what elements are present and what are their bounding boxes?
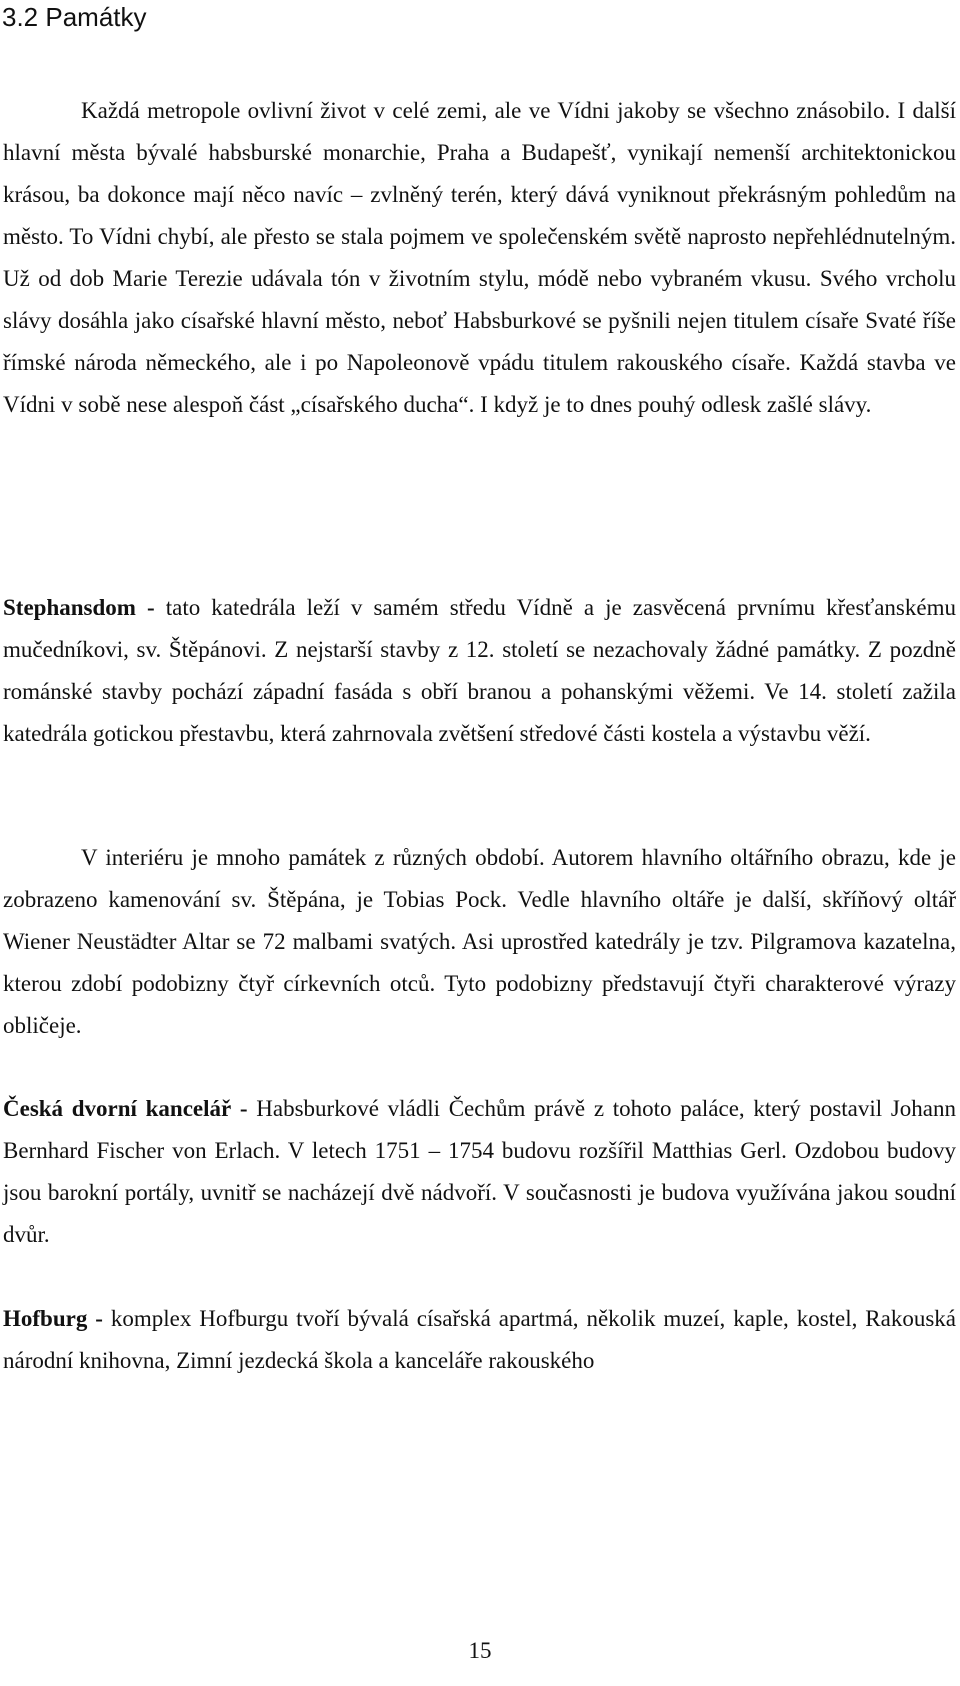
kancelar-paragraph <box>3 1088 956 1256</box>
stephansdom-term: Stephansdom - <box>3 595 155 620</box>
hofburg-paragraph <box>3 1298 956 1382</box>
intro-paragraph: Každá metropole ovlivní život v celé zemi, ale ve Vídni jakoby se všechno znásobilo. I další hlavní města bývalé habsburské monarchie, Praha a Budapešť, vynikají nemenší architektonickou krásou, ba dokonce mají něco navíc – zvlněný terén, který dává vyniknout překrásným pohledům na město. To Vídni chybí, ale přesto se stala pojmem ve společenském světě naprosto nepřehlédnutelným. Už od dob Marie Terezie udávala tón v životním stylu, módě nebo vybraném vkusu. Svého vrcholu slávy dosáhla jako císařské hlavní město, neboť Habsburkové se pyšnili nejen titulem císaře Svaté říše římské národa německého, ale i po Napoleonově vpádu titulem rakouského císaře. Každá stavba ve Vídni v sobě nese alespoň část „císařského ducha“. I když je to dnes pouhý odlesk zašlé slávy. <box>3 98 956 417</box>
kancelar-term: Česká dvorní kancelář - <box>3 1096 248 1121</box>
section-heading: 3.2 Památky <box>2 2 147 32</box>
hofburg-term: Hofburg - <box>3 1306 103 1331</box>
page-number: 15 <box>468 1638 492 1663</box>
stephansdom-paragraph <box>3 587 956 755</box>
stephansdom-interior-paragraph: V interiéru je mnoho památek z různých období. Autorem hlavního oltářního obrazu, kde je zobrazeno kamenování sv. Štěpána, je Tobias Pock. Vedle hlavního oltáře je další, skříňový oltář Wiener Neustädter Altar se 72 malbami svatých. Asi uprostřed katedrály je tzv. Pilgramova kazatelna, kterou zdobí podobizny čtyř církevních otců. Tyto podobizny představují čtyři charakterové výrazy obličeje. <box>3 845 956 1038</box>
hofburg-text: komplex Hofburgu tvoří bývalá císařská apartmá, několik muzeí, kaple, kostel, Rakouská národní knihovna, Zimní jezdecká škola a kanceláře rakouského <box>3 1306 957 1373</box>
stephansdom-text: tato katedrála leží v samém středu Vídně a je zasvěcená prvnímu křesťanskému mučedníkovi, sv. Štěpánovi. Z nejstarší stavby z 12. století se nezachovaly žádné památky. Z pozdně románské stavby pochází západní fasáda s obří branou a pohanskými věžemi. Ve 14. století zažila katedrála gotickou přestavbu, která zahrnovala zvětšení středové části kostela a výstavbu věží. <box>3 595 956 746</box>
kancelar-text: Habsburkové vládli Čechům právě z tohoto paláce, který postavil Johann Bernhard Fischer von Erlach. V letech 1751 – 1754 budovu rozšířil Matthias Gerl. Ozdobou budovy jsou barokní portály, uvnitř se nacházejí dvě nádvoří. V současnosti je budova využívána jakou soudní dvůr. <box>3 1096 957 1247</box>
